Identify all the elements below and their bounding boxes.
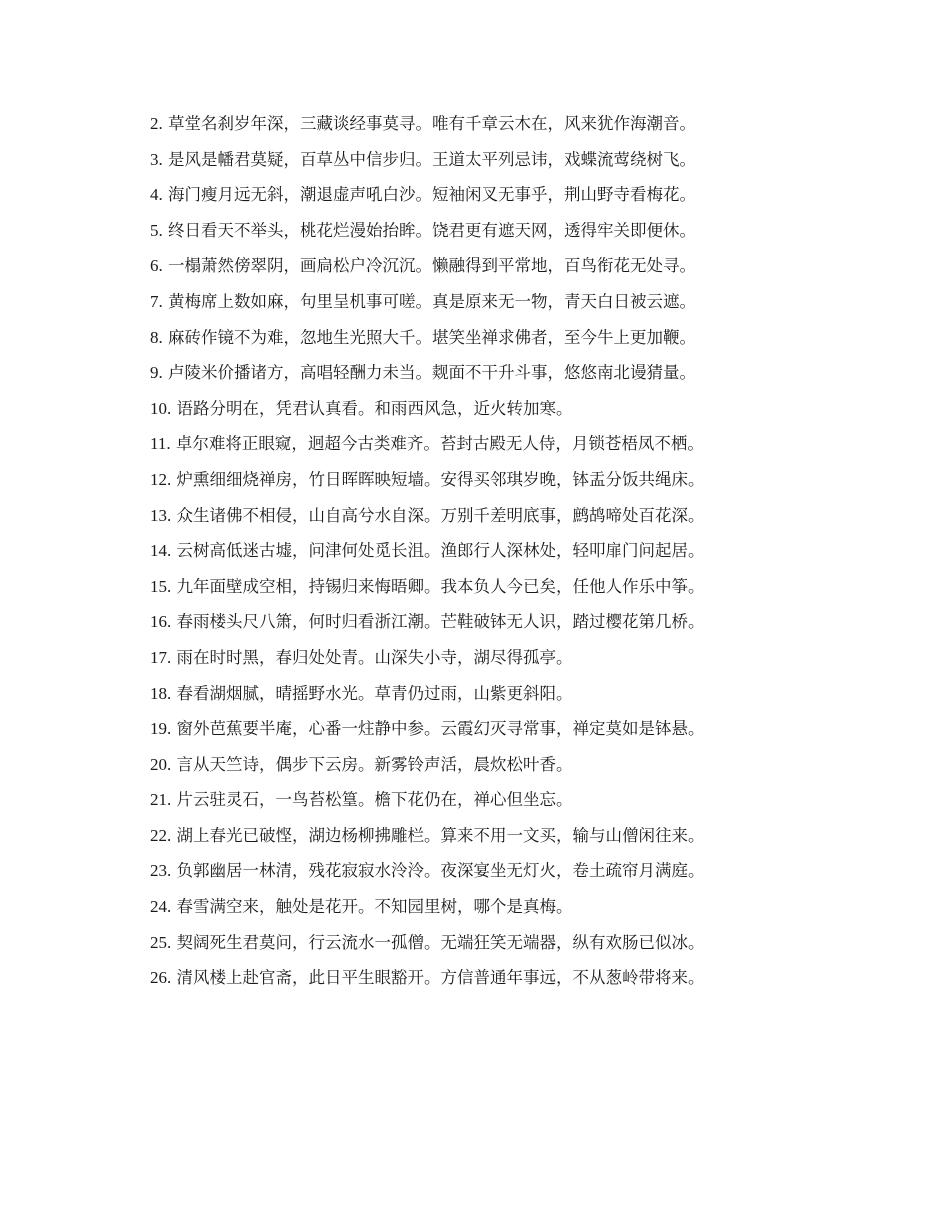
poem-line [150, 291, 930, 327]
poem-number: 18. [150, 683, 172, 703]
poem-line [150, 149, 930, 185]
poem-line [150, 398, 930, 434]
poem-line [150, 505, 930, 541]
poem-line [150, 113, 930, 149]
poem-number: 17. [150, 647, 172, 667]
poem-number: 5. [150, 220, 163, 240]
poem-text: 众生诸佛不相侵，山自高兮水自深。万别千差明底事，鹧鸪啼处百花深。 [176, 505, 705, 525]
poem-text: 春雪满空来，触处是花开。不知园里树，哪个是真梅。 [176, 897, 573, 917]
poem-text: 湖上春光已破悭，湖边杨柳拂雕栏。算来不用一文买，输与山僧闲往来。 [176, 825, 705, 845]
poem-text: 卓尔难将正眼窥，迥超今古类难齐。苔封古殿无人侍，月锁苍梧凤不栖。 [175, 434, 704, 454]
poem-text: 九年面壁成空相，持锡归来悔晤卿。我本负人今已矣，任他人作乐中筝。 [176, 576, 705, 596]
poem-line [150, 967, 930, 1003]
poem-line [150, 932, 930, 968]
poem-text: 终日看天不举头，桃花烂漫始抬眸。饶君更有遮天网，透得牢关即便休。 [168, 220, 696, 240]
poem-number: 3. [150, 149, 163, 169]
poem-text: 契阔死生君莫问，行云流水一孤僧。无端狂笑无端器，纵有欢肠已似冰。 [176, 932, 705, 952]
poem-number: 15. [150, 576, 172, 596]
poem-list [150, 113, 930, 1003]
poem-number: 12. [150, 469, 172, 489]
poem-number: 26. [150, 968, 172, 988]
poem-line [150, 255, 930, 291]
poem-text: 春看湖烟腻，晴摇野水光。草青仍过雨，山紫更斜阳。 [176, 683, 573, 703]
poem-text: 草堂名刹岁年深，三藏谈经事莫寻。唯有千章云木在，风来犹作海潮音。 [168, 114, 696, 133]
poem-line [150, 611, 930, 647]
poem-number: 24. [150, 897, 172, 917]
poem-text: 炉熏细细烧禅房，竹日晖晖映短墙。安得买邻琪岁晚，钵盂分饭共绳床。 [176, 469, 705, 489]
poem-line [150, 896, 930, 932]
poem-line [150, 469, 930, 505]
poem-number: 6. [150, 256, 163, 276]
poem-number: 4. [150, 185, 163, 205]
poem-text: 是风是幡君莫疑，百草丛中信步归。王道太平列忌讳，戏蝶流莺绕树飞。 [168, 149, 696, 169]
poem-text: 春雨楼头尺八箫，何时归看浙江潮。芒鞋破钵无人识，踏过樱花第几桥。 [176, 612, 705, 632]
poem-text: 一榻萧然傍翠阴，画扃松户冷沉沉。懒融得到平常地，百鸟衔花无处寻。 [168, 256, 696, 276]
poem-number: 7. [150, 291, 163, 311]
poem-line [150, 327, 930, 363]
poem-number: 14. [150, 541, 172, 561]
poem-number: 20. [150, 754, 172, 774]
poem-text: 窗外芭蕉要半庵，心番一炷静中参。云霞幻灭寻常事，禅定莫如是钵悬。 [176, 719, 705, 739]
poem-line [150, 184, 930, 220]
poem-number: 23. [150, 861, 172, 881]
poem-text: 雨在时时黑，春归处处青。山深失小寺，湖尽得孤亭。 [176, 647, 573, 667]
poem-text: 片云驻灵石，一鸟苔松篁。檐下花仍在，禅心但坐忘。 [176, 790, 573, 810]
poem-number: 11. [150, 434, 171, 454]
poem-line [150, 433, 930, 469]
poem-number: 16. [150, 612, 172, 632]
poem-number: 9. [150, 363, 163, 383]
poem-line [150, 220, 930, 256]
poem-number: 13. [150, 505, 172, 525]
poem-line [150, 576, 930, 612]
poem-number: 10. [150, 398, 172, 418]
poem-text: 语路分明在，凭君认真看。和雨西风急，近火转加寒。 [176, 398, 573, 418]
poem-text: 麻砖作镜不为难，忽地生光照大千。堪笑坐禅求佛者，至今牛上更加鞭。 [168, 327, 696, 347]
poem-number: 8. [150, 327, 163, 347]
poem-line [150, 860, 930, 896]
poem-number: 22. [150, 825, 172, 845]
poem-line [150, 825, 930, 861]
poem-line [150, 540, 930, 576]
poem-number: 19. [150, 719, 172, 739]
poem-number: 25. [150, 932, 172, 952]
poem-number: 21. [150, 790, 172, 810]
poem-text: 卢陵米价播诸方，高唱轻酬力未当。觌面不干升斗事，悠悠南北谩猜量。 [168, 363, 696, 383]
poem-text: 言从天竺诗，偶步下云房。新雾铃声活，晨炊松叶香。 [176, 754, 573, 774]
poem-line [150, 362, 930, 398]
poem-line [150, 754, 930, 790]
poem-text: 云树高低迷古墟，问津何处觅长沮。渔郎行人深林处，轻叩扉门问起居。 [176, 541, 705, 561]
poem-text: 负郭幽居一林清，残花寂寂水泠泠。夜深宴坐无灯火，卷土疏帘月满庭。 [176, 861, 705, 881]
poem-text: 清风楼上赴官斋，此日平生眼豁开。方信普通年事远，不从葱岭带将来。 [176, 968, 705, 988]
poem-number: 2. [150, 114, 163, 133]
poem-line [150, 789, 930, 825]
poem-text: 海门瘦月远无斜，潮退虚声吼白沙。短袖闲叉无事乎，荆山野寺看梅花。 [168, 185, 696, 205]
poem-line [150, 718, 930, 754]
poem-line [150, 647, 930, 683]
poem-line [150, 683, 930, 719]
poem-text: 黄梅席上数如麻，句里呈机事可嗟。真是原来无一物，青天白日被云遮。 [168, 291, 696, 311]
